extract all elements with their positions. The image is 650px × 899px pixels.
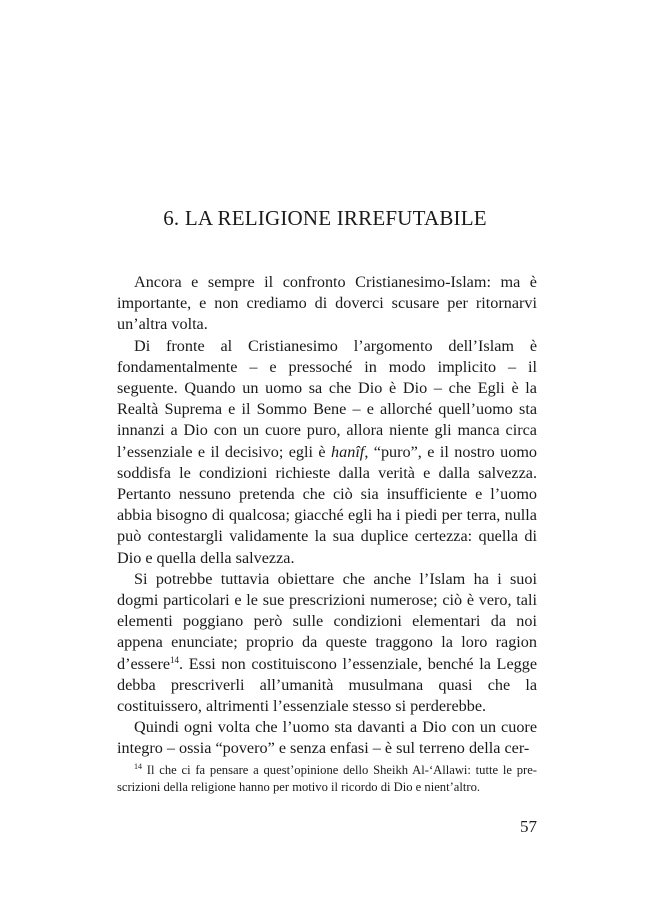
body-text <box>117 272 537 760</box>
paragraph-1 <box>117 272 537 336</box>
text-segment: Si potrebbe tuttavia obiettare che anche l’Islam ha i suoi dogmi particolari e le sue prescrizioni numerose; ciò è vero, tali elementi poggiano però sulle condizioni elementari da noi appena enunciate; proprio da queste traggono la loro ragion d’essere <box>117 569 537 673</box>
footnote-text: Il che ci fa pensare a quest’opinione dello Sheikh Al-‘Allawi: tutte le prescrizioni della religione hanno per motivo il ricordo di Dio e nient’altro. <box>117 763 537 794</box>
text-segment: Quindi ogni volta che l’uomo sta davanti a Dio con un cuore integro – ossia “povero” e senza enfasi – è sul terreno della cer- <box>117 718 537 758</box>
text-segment: Ancora e sempre il confronto Cristianesimo-Islam: ma è importante, e non crediamo di doverci scusare per ritornarvi un’altra volta. <box>117 273 537 334</box>
paragraph-2 <box>117 336 537 569</box>
paragraph-4 <box>117 717 537 759</box>
text-segment: . Essi non costituiscono l’essenziale, benché la Legge debba prescriverli all’umanità musulmana quasi che la costituissero, altrimenti l’essenziale stesso si perderebbe. <box>117 654 537 716</box>
footnote-reference: 14 <box>170 654 180 665</box>
paragraph-3 <box>117 569 537 717</box>
footnote-number: 14 <box>134 762 142 771</box>
page-number: 57 <box>520 817 537 836</box>
chapter-title: 6. LA RELIGIONE IRREFUTABILE <box>163 206 487 230</box>
footnote <box>117 762 537 796</box>
italic-term: hanîf <box>331 442 365 461</box>
text-segment: Di fronte al Cristianesimo l’argomento dell’Islam è fondamentalmente – e pressoché in modo implicito – il seguente. Quando un uomo sa che Dio è Dio – che Egli è la Realtà Suprema e il Sommo Bene – e allorché quell’uomo sta innanzi a Dio con un cuore puro, allora niente gli manca circa l’essenziale e il decisivo; egli è <box>117 336 537 461</box>
text-segment: , “puro”, e il nostro uomo soddisfa le condizioni richieste dalla verità e dalla salvezza. Pertanto nessuno pretenda che ciò sia insufficiente e l’uomo abbia bisogno di qualcosa; giacché egli ha i piedi per terra, nulla può contestargli validamente la sua duplice certezza: quella di Dio e quella della salvezza. <box>117 442 537 567</box>
